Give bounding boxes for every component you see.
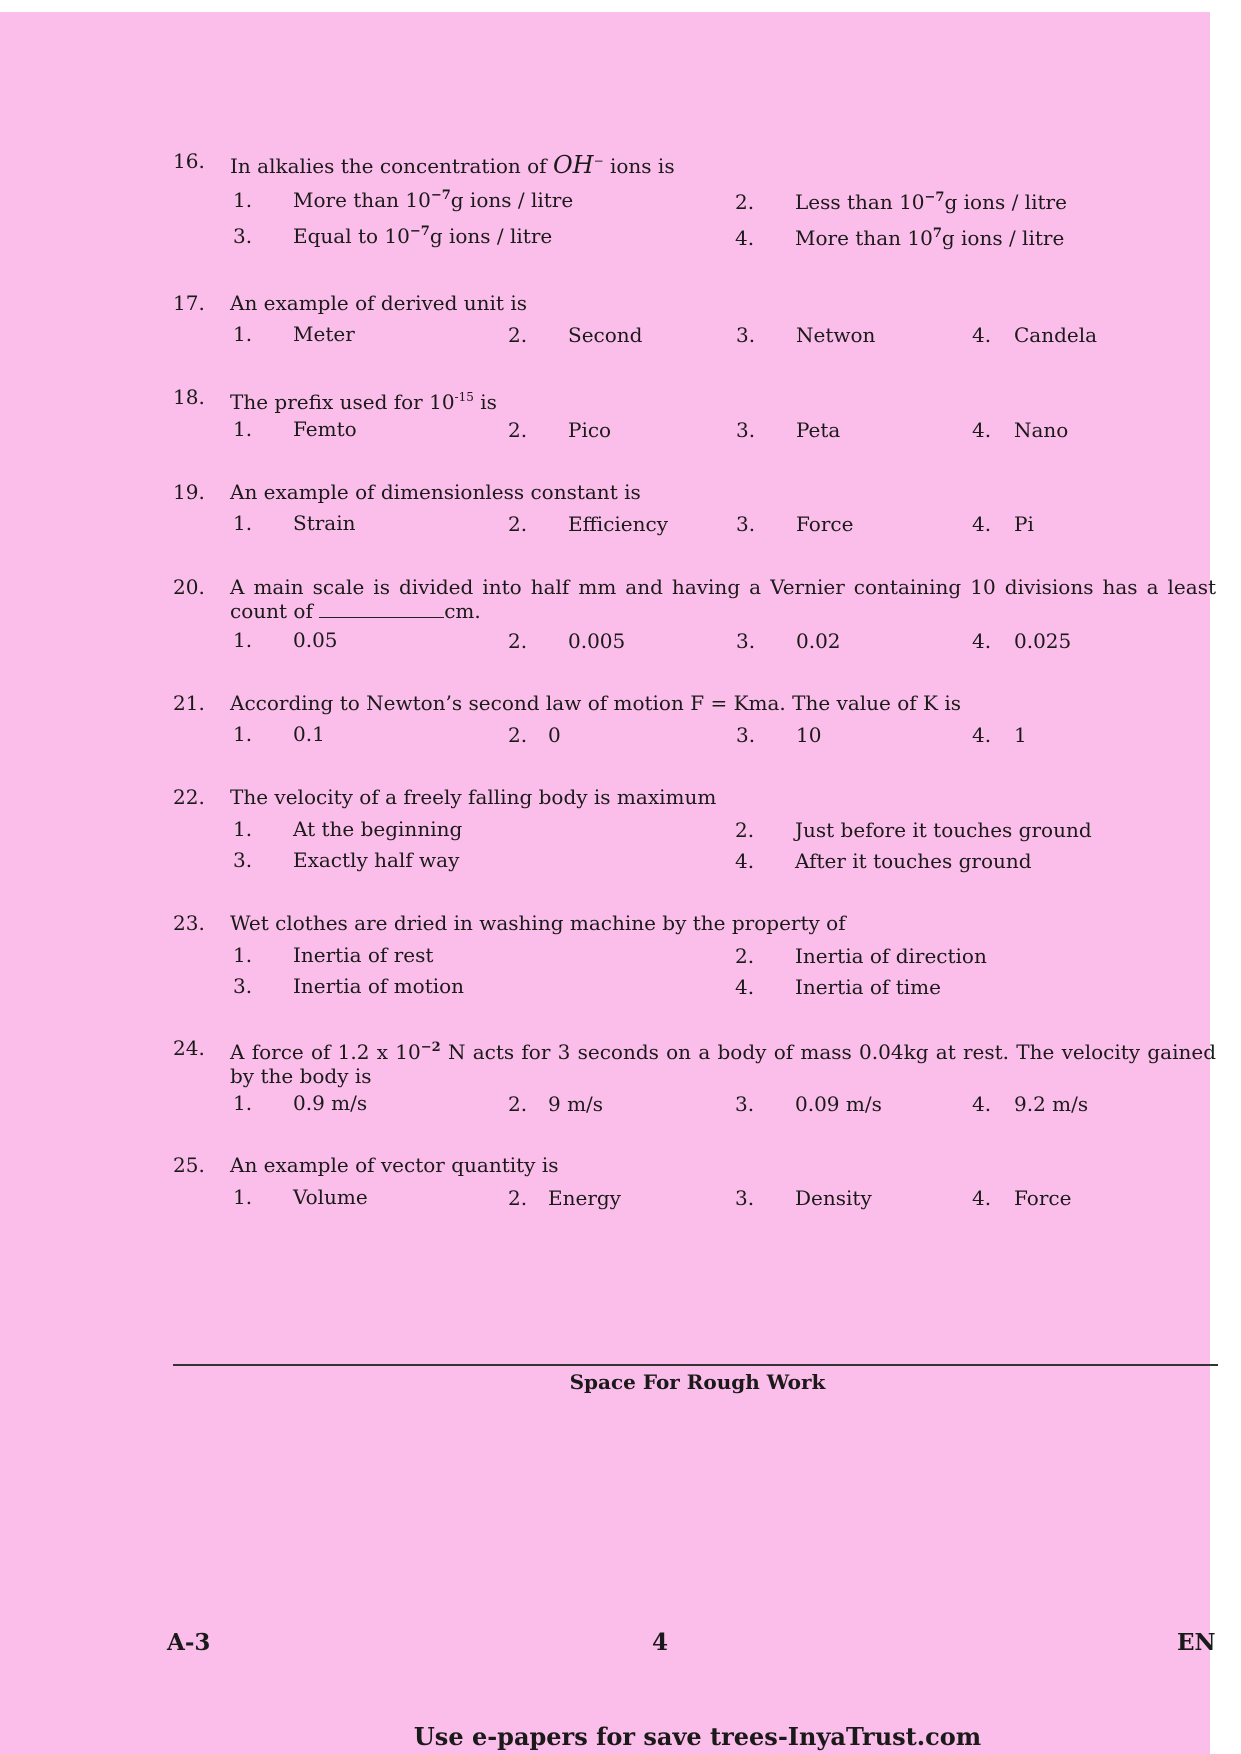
divider	[173, 1364, 1218, 1366]
question-number: 16.	[173, 149, 205, 173]
answer-blank	[319, 617, 444, 618]
bottom-note: Use e-papers for save trees-InyaTrust.com	[413, 1722, 982, 1751]
footer-code: A-3	[167, 1629, 211, 1656]
exam-page: 16. In alkalies the concentration of OH− ions is 1. More than $10^{-7}g$ ions / litre 2. Less than $10^{-7}g$ ions / litre 3. Equal to $10^{-7}g$ ions / litre 4. More than $10^7g$ ions / litre 17. An example of derived unit is 1. Meter 2. Second 3. Netwon 4. Candela 18. The prefix used for $10^{-15}$ is 1. Femto 2. Pico 3. Peta 4. Nano 19. An example of dimensionless constant is 1. Strain 2. Efficiency 3. Force 4. Pi 20. A main scale is divided into half mm and having a Vernier containing 10 divisions has a least count of cm. 1. 0.05 2. 0.005 3. 0.02 4. 0.025 21. According to Newton’s second law of motion F = Kma. The value of K is 1. 0.1 2. 0 3. 10 4. 1 22. The velocity of a freely falling body is maximum 1. At the beginning 2. Just before it touches ground 3. Exactly half way 4. After it touches ground 23. Wet clothes are dried in washing machine by the property of 1. Inertia of rest 2. Inertia of direction 3. Inertia of motion 4. Inertia of time 24. A force of 1.2 x $10^{-2}$ N acts for 3 seconds on a body of mass 0.04kg at rest. The velocity gained by the body is 1. 0.9 m/s 2. 9 m/s 3. 0.09 m/s 4. 9.2 m/s 25. An example of vector quantity is 1. Volume 2. Energy 3. Density 4. Force Space For Rough Work A-3 4 EN Use e-papers for save trees-InyaTrust.com	[0, 12, 1210, 1754]
footer-language: EN	[1177, 1629, 1216, 1656]
page-number: 4	[652, 1629, 669, 1656]
question-text: In alkalies the concentration of OH− ions is	[230, 151, 675, 179]
rough-work-heading: Space For Rough Work	[569, 1370, 826, 1394]
hydroxide-ion: OH−	[552, 151, 604, 179]
